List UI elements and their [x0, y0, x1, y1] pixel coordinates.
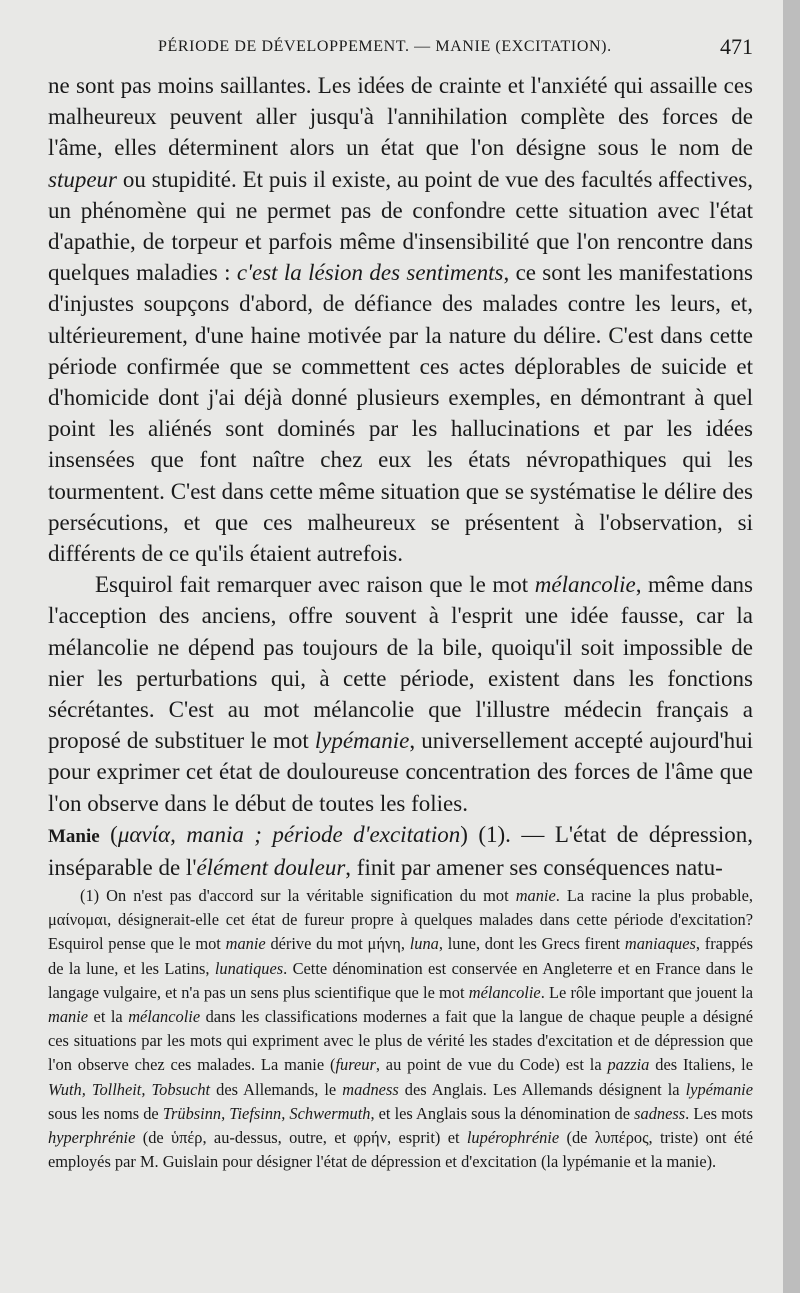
italic-run: manie — [225, 934, 266, 954]
italic-run: manie — [48, 1007, 89, 1027]
italic-run: lypémanie — [314, 728, 410, 754]
italic-run: madness — [342, 1079, 399, 1099]
text-run: , même dans l'acception des anciens, offre souvent à l'esprit une idée fausse, car la mélancolie ne dépend pas toujours de la bile, quoiqu'il soit impossible de nier les perturbations qui, à cette période, existent dans les fonctions sécrétantes. C'est au mot mélancolie que l'illustre médecin français a proposé de substituer le mot — [48, 572, 753, 754]
text-run: . Les mots — [685, 1103, 753, 1123]
text-run: , et les Anglais sous la dénomination de — [370, 1103, 635, 1123]
text-run: , frappés de la lune, et les Latins, — [48, 934, 753, 978]
italic-run: pazzia — [607, 1055, 650, 1075]
text-run: . La racine la plus probable, μαίνομαι, désignerait-elle cet état de fureur propre à quelques malades dans cette période d'excitation? Esquirol pense que le mot — [48, 886, 753, 954]
text-run: dérive du mot μήνη, — [265, 934, 410, 954]
text-run: ) (1). — L'état de dépression, inséparable de l' — [48, 821, 753, 881]
text-run: . Le rôle important que jouent la — [540, 982, 753, 1002]
paragraph-3 — [48, 819, 753, 883]
text-run: Esquirol fait remarquer avec raison que le mot — [95, 572, 535, 598]
page-header — [48, 36, 753, 64]
page-edge-shadow — [783, 0, 800, 1293]
text-run: dans les classifications modernes a fait que la langue de chaque peuple a désigné ces situations par les mots qui expriment avec le plus de vérité les stades d'excitation et de dépression que l'on observe chez ces malades. La manie ( — [48, 1007, 753, 1075]
italic-run: μανία, mania ; période d'excitation — [117, 821, 461, 847]
section-title: Manie — [48, 825, 100, 847]
paragraph-2 — [48, 569, 753, 819]
running-title: PÉRIODE DE DÉVELOPPEMENT. — MANIE (EXCITATION). — [158, 38, 612, 55]
text-run: ou stupidité. Et puis il existe, au point de vue des facultés affectives, un phénomène qui ne permet pas de confondre cette situation avec l'état d'apathie, de torpeur et parfois même d'insensibilité que l'on rencontre dans quelques maladies : — [48, 166, 753, 286]
italic-run: Wuth, Tollheit, Tobsucht — [48, 1079, 211, 1099]
footnote — [48, 884, 753, 1174]
italic-run: stupeur — [48, 166, 117, 192]
text-run: (1) On n'est pas d'accord sur la véritable signification du mot — [80, 886, 516, 905]
text-run: , finit par amener ses conséquences natu- — [345, 855, 723, 881]
text-run: ( — [99, 821, 118, 847]
italic-run: mélancolie — [468, 982, 541, 1002]
text-run: des Anglais. Les Allemands désignent la — [398, 1079, 686, 1099]
text-run: des Allemands, le — [210, 1079, 343, 1099]
text-run: ne sont pas moins saillantes. Les idées de crainte et l'anxiété qui assaille ces malheureux peuvent aller jusqu'à l'annihilation complète des forces de l'âme, elles déterminent alors un état que l'on désigne sous le nom de — [48, 73, 753, 161]
italic-run: mélancolie — [128, 1007, 201, 1027]
italic-run: c'est la lésion des sentiments — [236, 260, 504, 286]
text-run: sous les noms de — [48, 1103, 163, 1123]
text-run: , ce sont les manifestations d'injustes soupçons d'abord, de défiance des malades contre les leurs, et, ultérieurement, d'une haine motivée par la nature du délire. C'est dans cette période confirmée que se commettent ces actes déplorables de suicide et d'homicide dont j'ai déjà donné plusieurs exemples, en démontrant à quel point les aliénés sont dominés par les hallucinations et par les idées insensées que font naître chez eux les états névropathiques qui les tourmentent. C'est dans cette même situation que se systématise le délire des persécutions, et que ces malheureux se présentent à l'observation, si différents de ce qu'ils étaient autrefois. — [48, 260, 753, 567]
footnote-1 — [48, 884, 753, 1174]
text-run: . Cette dénomination est conservée en Angleterre et en France dans le langage vulgaire, et n'a pas un sens plus scientifique que le mot — [48, 958, 753, 1002]
text-run: , au point de vue du Code) est la — [375, 1055, 608, 1075]
italic-run: Trübsinn, Tiefsinn, Schwermuth — [162, 1103, 371, 1123]
italic-run: manie — [515, 886, 556, 905]
text-run: des Italiens, le — [649, 1055, 753, 1075]
text-run: , lune, dont les Grecs firent — [438, 934, 625, 954]
italic-run: fureur — [335, 1055, 376, 1075]
italic-run: lypémanie — [685, 1079, 753, 1099]
text-run: et la — [88, 1007, 129, 1027]
italic-run: lupérophrénie — [466, 1128, 560, 1148]
text-run: (de λυπέρος, triste) ont été employés par M. Guislain pour désigner l'état de dépression et d'excitation (la lypémanie et la manie). — [48, 1128, 753, 1172]
text-run: , universellement accepté aujourd'hui pour exprimer cet état de douloureuse concentration des forces de l'âme que l'on observe dans le début de toutes les folies. — [48, 728, 753, 816]
italic-run: hyperphrénie — [48, 1128, 136, 1148]
italic-run: élément douleur — [196, 855, 346, 881]
italic-run: sadness — [634, 1103, 686, 1123]
paragraph-1 — [48, 70, 753, 569]
text-run: (de ὑπέρ, au-dessus, outre, et φρήν, esprit) et — [135, 1128, 467, 1148]
page-number: 471 — [720, 34, 753, 59]
italic-run: mélancolie — [534, 572, 636, 598]
italic-run: maniaques — [624, 934, 696, 954]
italic-run: luna — [409, 934, 439, 954]
italic-run: lunatiques — [214, 958, 284, 978]
main-text — [48, 70, 753, 883]
